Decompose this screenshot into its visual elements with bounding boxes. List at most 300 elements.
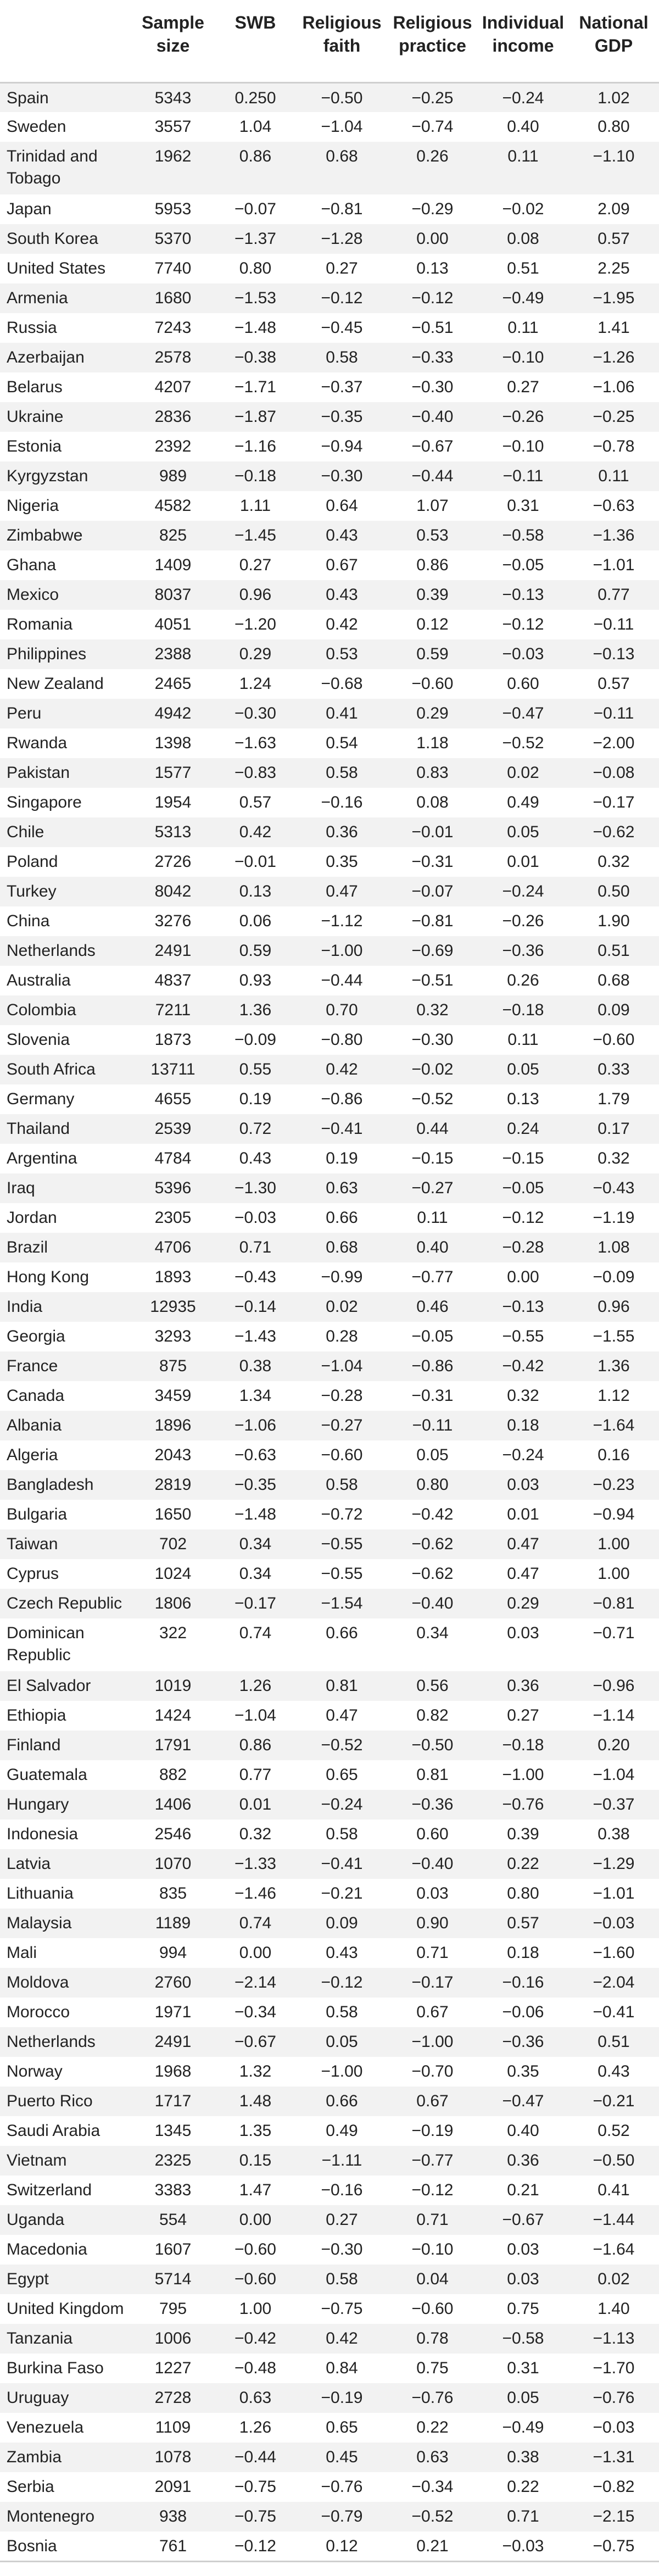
table-row <box>0 1440 659 1470</box>
swb-cell: −1.48 <box>234 319 276 337</box>
table-row <box>0 1025 659 1055</box>
sample-size-cell: 3383 <box>154 2181 192 2199</box>
individual-income-cell: −0.24 <box>502 88 544 107</box>
individual-income-cell: 0.26 <box>507 971 539 989</box>
country-cell: Bulgaria <box>7 1505 68 1523</box>
country-cell: Serbia <box>7 2478 54 2496</box>
religious-practice-cell: −0.40 <box>411 408 454 426</box>
religious-practice-cell: −0.36 <box>411 1795 454 1813</box>
religious-practice-cell: 0.63 <box>416 2448 449 2466</box>
individual-income-cell: 0.03 <box>507 1476 539 1494</box>
religious-faith-cell: −0.81 <box>321 200 363 218</box>
individual-income-cell: 0.40 <box>507 118 539 136</box>
religious-practice-cell: 0.32 <box>416 1001 449 1019</box>
table-row <box>0 1084 659 1114</box>
religious-practice-cell: 0.83 <box>416 764 449 782</box>
country-cell: South Africa <box>7 1060 96 1078</box>
swb-cell: 0.93 <box>239 971 272 989</box>
religious-faith-cell: −0.24 <box>321 1795 363 1813</box>
table-row <box>0 580 659 610</box>
religious-practice-cell: −0.51 <box>411 319 454 337</box>
swb-cell: 1.24 <box>239 675 272 693</box>
individual-income-cell: 0.05 <box>507 1060 539 1078</box>
national-gdp-cell: −0.43 <box>593 1179 635 1197</box>
country-cell: Trinidad and Tobago <box>7 147 98 187</box>
table-row <box>0 1998 659 2027</box>
sample-size-cell: 1968 <box>154 2062 192 2080</box>
table-row <box>0 1968 659 1998</box>
individual-income-cell: 0.27 <box>507 1706 539 1724</box>
religious-practice-cell: −0.51 <box>411 971 454 989</box>
religious-practice-cell: 0.46 <box>416 1298 449 1316</box>
sample-size-cell: 1962 <box>154 147 192 165</box>
swb-cell: −0.63 <box>234 1446 276 1464</box>
religious-faith-cell: 0.27 <box>326 259 358 277</box>
swb-cell: −0.48 <box>234 2359 276 2377</box>
individual-income-cell: −0.67 <box>502 2211 544 2229</box>
religious-faith-cell: −1.54 <box>321 1594 363 1612</box>
religious-practice-cell: 0.80 <box>416 1476 449 1494</box>
country-cell: Indonesia <box>7 1825 79 1843</box>
religious-faith-cell: −0.99 <box>321 1268 363 1286</box>
swb-cell: 0.86 <box>239 147 272 165</box>
religious-practice-cell: −0.15 <box>411 1149 454 1167</box>
national-gdp-cell: −0.60 <box>593 1031 635 1049</box>
country-cell: Azerbaijan <box>7 348 85 366</box>
table-row <box>0 550 659 580</box>
national-gdp-cell: −0.11 <box>593 615 634 633</box>
individual-income-cell: −0.47 <box>502 704 544 722</box>
country-cell: Dominican Republic <box>7 1624 85 1664</box>
table-row <box>0 461 659 491</box>
table-row <box>0 699 659 728</box>
sample-size-cell: 5396 <box>154 1179 192 1197</box>
religious-faith-cell: −0.86 <box>321 1090 363 1108</box>
table-row <box>0 432 659 461</box>
table-row <box>0 728 659 758</box>
religious-faith-cell: 0.35 <box>326 853 358 871</box>
sample-size-cell: 1398 <box>154 734 192 752</box>
country-cell: India <box>7 1298 43 1316</box>
national-gdp-cell: 0.09 <box>597 1001 630 1019</box>
religious-faith-cell: 0.84 <box>326 2359 358 2377</box>
sample-size-cell: 761 <box>159 2537 187 2555</box>
sample-size-cell: 1024 <box>154 1565 192 1583</box>
sample-size-cell: 5343 <box>154 88 192 107</box>
national-gdp-cell: 0.77 <box>597 586 630 604</box>
swb-cell: −0.03 <box>234 1209 276 1227</box>
religious-practice-cell: −0.27 <box>411 1179 454 1197</box>
swb-cell: 1.11 <box>239 497 271 515</box>
table-row <box>0 1292 659 1322</box>
national-gdp-cell: 0.51 <box>597 2033 630 2051</box>
individual-income-cell: 0.03 <box>507 2240 539 2258</box>
religious-practice-cell: 0.67 <box>416 2003 449 2021</box>
individual-income-cell: 0.13 <box>507 1090 539 1108</box>
sample-size-cell: 2491 <box>154 2033 192 2051</box>
religious-practice-cell: −0.07 <box>411 882 454 900</box>
country-cell: New Zealand <box>7 675 104 693</box>
country-cell: Mali <box>7 1944 37 1962</box>
table-row <box>0 254 659 283</box>
individual-income-cell: −0.13 <box>502 586 544 604</box>
swb-cell: −0.35 <box>234 1476 276 1494</box>
religious-faith-cell: −1.00 <box>321 2062 363 2080</box>
religious-faith-cell: −1.11 <box>321 2151 362 2169</box>
sample-size-cell: 1873 <box>154 1031 192 1049</box>
swb-cell: 0.80 <box>239 259 272 277</box>
religious-faith-cell: −1.00 <box>321 942 363 960</box>
individual-income-cell: 0.01 <box>507 1505 539 1523</box>
sample-size-cell: 1006 <box>154 2329 192 2347</box>
swb-cell: 0.43 <box>239 1149 272 1167</box>
individual-income-cell: 0.47 <box>507 1535 539 1553</box>
religious-faith-cell: −0.68 <box>321 675 363 693</box>
national-gdp-cell: −0.41 <box>593 2003 635 2021</box>
table-row <box>0 2324 659 2354</box>
country-cell: Macedonia <box>7 2240 87 2258</box>
religious-practice-cell: −0.86 <box>411 1357 454 1375</box>
religious-practice-cell: −0.11 <box>412 1416 453 1434</box>
swb-cell: 0.00 <box>239 2211 272 2229</box>
individual-income-cell: 0.80 <box>507 1884 539 1902</box>
sample-size-cell: 882 <box>159 1766 187 1784</box>
individual-income-cell: −0.06 <box>502 2003 544 2021</box>
individual-income-cell: −0.18 <box>502 1736 544 1754</box>
country-cell: Nigeria <box>7 497 59 515</box>
table-row <box>0 1760 659 1790</box>
sample-size-cell: 5714 <box>154 2270 192 2288</box>
religious-practice-cell: −0.62 <box>411 1565 454 1583</box>
country-cell: Taiwan <box>7 1535 58 1553</box>
table-row <box>0 639 659 669</box>
country-cell: Brazil <box>7 1238 48 1256</box>
religious-practice-cell: −0.29 <box>411 200 454 218</box>
table-row <box>0 1381 659 1411</box>
religious-faith-cell: 0.53 <box>326 645 358 663</box>
national-gdp-cell: −1.55 <box>593 1327 635 1345</box>
individual-income-cell: −0.15 <box>502 1149 544 1167</box>
swb-cell: −0.38 <box>234 348 276 366</box>
national-gdp-cell: −1.44 <box>593 2211 635 2229</box>
swb-cell: −1.71 <box>234 378 276 396</box>
swb-cell: 0.96 <box>239 586 272 604</box>
table-row <box>0 2057 659 2087</box>
religious-faith-cell: −0.45 <box>321 319 363 337</box>
national-gdp-cell: −0.13 <box>593 645 635 663</box>
national-gdp-cell: −0.76 <box>593 2389 635 2407</box>
individual-income-cell: −0.11 <box>502 467 544 485</box>
individual-income-cell: 0.03 <box>507 1624 539 1642</box>
sample-size-cell: 13711 <box>150 1060 196 1078</box>
religious-practice-cell: −0.70 <box>411 2062 454 2080</box>
table-row <box>0 1470 659 1500</box>
individual-income-cell: −0.49 <box>502 289 544 307</box>
swb-cell: −0.67 <box>234 2033 276 2051</box>
sample-size-cell: 1070 <box>154 1855 192 1873</box>
religious-practice-cell: −0.05 <box>411 1327 454 1345</box>
national-gdp-cell: −2.00 <box>593 734 635 752</box>
sample-size-cell: 1680 <box>154 289 192 307</box>
individual-income-cell: 0.11 <box>507 1031 539 1049</box>
individual-income-cell: 0.24 <box>507 1120 539 1138</box>
country-cell: Hong Kong <box>7 1268 90 1286</box>
religious-faith-cell: −0.12 <box>321 1973 363 1991</box>
sample-size-cell: 1078 <box>154 2448 192 2466</box>
religious-faith-cell: 0.36 <box>326 823 358 841</box>
swb-cell: 0.34 <box>239 1565 272 1583</box>
religious-faith-cell: −1.12 <box>321 912 363 930</box>
religious-faith-cell: 0.42 <box>326 615 358 633</box>
religious-faith-cell: 0.81 <box>326 1677 358 1695</box>
swb-cell: 0.13 <box>239 882 272 900</box>
national-gdp-cell: 1.40 <box>597 2300 630 2318</box>
religious-practice-cell: 0.11 <box>417 1209 448 1227</box>
national-gdp-cell: 2.09 <box>597 200 630 218</box>
country-cell: Morocco <box>7 2003 70 2021</box>
swb-cell: −1.04 <box>234 1706 276 1724</box>
table-row <box>0 847 659 877</box>
sample-size-cell: 2819 <box>154 1476 192 1494</box>
national-gdp-cell: 1.00 <box>597 1535 630 1553</box>
individual-income-cell: 0.39 <box>507 1825 539 1843</box>
country-cell: Switzerland <box>7 2181 92 2199</box>
national-gdp-cell: 0.32 <box>597 1149 630 1167</box>
sample-size-cell: 1717 <box>154 2092 192 2110</box>
national-gdp-cell: −0.03 <box>593 2418 635 2436</box>
sample-size-cell: 1406 <box>154 1795 192 1813</box>
religious-practice-cell: −0.81 <box>411 912 454 930</box>
religious-faith-cell: −0.28 <box>321 1387 363 1405</box>
swb-cell: −0.60 <box>234 2240 276 2258</box>
swb-cell: −1.20 <box>234 615 276 633</box>
country-cell: Estonia <box>7 437 62 455</box>
national-gdp-cell: 0.38 <box>597 1825 630 1843</box>
individual-income-cell: 0.11 <box>507 319 539 337</box>
national-gdp-cell: −1.06 <box>593 378 635 396</box>
sample-size-cell: 2388 <box>154 645 192 663</box>
individual-income-cell: −0.12 <box>502 615 544 633</box>
religious-practice-cell: −0.67 <box>411 437 454 455</box>
table-row <box>0 2532 659 2561</box>
religious-practice-cell: 0.67 <box>416 2092 449 2110</box>
religious-faith-cell: 0.47 <box>326 1706 358 1724</box>
table-row <box>0 372 659 402</box>
table-row <box>0 2205 659 2235</box>
table-row <box>0 1701 659 1731</box>
sample-size-cell: 4784 <box>154 1149 192 1167</box>
country-cell: Sweden <box>7 118 66 136</box>
individual-income-cell: 0.49 <box>507 793 539 811</box>
religious-faith-cell: −0.75 <box>321 2300 363 2318</box>
country-cell: Rwanda <box>7 734 68 752</box>
table-body <box>0 82 659 2561</box>
swb-cell: 1.26 <box>239 2418 272 2436</box>
individual-income-cell: −0.55 <box>502 1327 544 1345</box>
swb-cell: −1.30 <box>234 1179 276 1197</box>
religious-faith-cell: −0.55 <box>321 1565 363 1583</box>
national-gdp-cell: −0.96 <box>593 1677 635 1695</box>
religious-faith-cell: 0.49 <box>326 2122 358 2140</box>
religious-faith-cell: 0.67 <box>326 556 358 574</box>
header-individual-income: Individual income <box>482 13 565 55</box>
individual-income-cell: 0.31 <box>507 497 539 515</box>
religious-faith-cell: −1.28 <box>321 230 363 248</box>
table-row <box>0 1529 659 1559</box>
religious-faith-cell: −0.41 <box>321 1855 363 1873</box>
national-gdp-cell: 1.08 <box>597 1238 630 1256</box>
swb-cell: −1.46 <box>234 1884 276 1902</box>
table-row <box>0 1173 659 1203</box>
swb-cell: −0.60 <box>234 2270 276 2288</box>
religious-practice-cell: 0.21 <box>416 2537 449 2555</box>
religious-practice-cell: −0.31 <box>411 853 454 871</box>
sample-size-cell: 2491 <box>154 942 192 960</box>
country-cell: Kyrgyzstan <box>7 467 88 485</box>
religious-faith-cell: 0.02 <box>326 1298 358 1316</box>
sample-size-cell: 1791 <box>154 1736 192 1754</box>
religious-practice-cell: −0.40 <box>411 1594 454 1612</box>
swb-cell: 1.34 <box>239 1387 272 1405</box>
individual-income-cell: −0.05 <box>502 556 544 574</box>
religious-practice-cell: 0.04 <box>416 2270 449 2288</box>
individual-income-cell: 0.51 <box>507 259 539 277</box>
national-gdp-cell: 1.79 <box>597 1090 630 1108</box>
header-row <box>0 0 659 82</box>
table-row <box>0 2294 659 2324</box>
swb-cell: 0.63 <box>239 2389 272 2407</box>
swb-cell: −1.06 <box>234 1416 276 1434</box>
religious-faith-cell: −0.21 <box>321 1884 363 1902</box>
sample-size-cell: 2728 <box>154 2389 192 2407</box>
swb-cell: 1.32 <box>239 2062 272 2080</box>
individual-income-cell: −0.05 <box>502 1179 544 1197</box>
religious-practice-cell: 0.29 <box>416 704 449 722</box>
individual-income-cell: −0.26 <box>502 912 544 930</box>
table-row <box>0 966 659 995</box>
swb-cell: 0.01 <box>239 1795 272 1813</box>
table-row <box>0 906 659 936</box>
religious-practice-cell: −0.60 <box>411 675 454 693</box>
religious-practice-cell: 0.00 <box>416 230 449 248</box>
individual-income-cell: 0.29 <box>507 1594 539 1612</box>
country-cell: Australia <box>7 971 71 989</box>
table-row <box>0 1589 659 1618</box>
national-gdp-cell: 1.90 <box>597 912 630 930</box>
sample-size-cell: 702 <box>159 1535 187 1553</box>
sample-size-cell: 7740 <box>154 259 192 277</box>
swb-cell: 1.35 <box>239 2122 272 2140</box>
swb-cell: −1.63 <box>234 734 276 752</box>
country-cell: United Kingdom <box>7 2300 124 2318</box>
sample-size-cell: 2305 <box>154 1209 192 1227</box>
religious-faith-cell: −0.30 <box>321 467 363 485</box>
religious-practice-cell: −0.25 <box>411 88 454 107</box>
sample-size-cell: 1409 <box>154 556 192 574</box>
sample-size-cell: 795 <box>159 2300 187 2318</box>
religious-faith-cell: −0.12 <box>321 289 363 307</box>
swb-cell: 1.47 <box>239 2181 272 2199</box>
national-gdp-cell: 0.57 <box>597 675 630 693</box>
religious-faith-cell: −0.27 <box>321 1416 363 1434</box>
individual-income-cell: 0.05 <box>507 823 539 841</box>
table-row <box>0 2413 659 2443</box>
table-row <box>0 1849 659 1879</box>
swb-cell: −0.42 <box>234 2329 276 2347</box>
religious-practice-cell: 0.59 <box>416 645 449 663</box>
swb-cell: 1.48 <box>239 2092 272 2110</box>
religious-faith-cell: 0.70 <box>326 1001 358 1019</box>
sample-size-cell: 1971 <box>154 2003 192 2021</box>
religious-practice-cell: −0.69 <box>411 942 454 960</box>
country-cell: Venezuela <box>7 2418 84 2436</box>
table-row <box>0 788 659 817</box>
religious-practice-cell: 0.71 <box>416 2211 449 2229</box>
individual-income-cell: −0.49 <box>502 2418 544 2436</box>
religious-faith-cell: 0.09 <box>326 1914 358 1932</box>
national-gdp-cell: 0.51 <box>597 942 630 960</box>
swb-cell: 0.59 <box>239 942 272 960</box>
national-gdp-cell: −2.04 <box>593 1973 635 1991</box>
swb-cell: −0.12 <box>234 2537 276 2555</box>
sample-size-cell: 1896 <box>154 1416 192 1434</box>
country-cell: Bangladesh <box>7 1476 94 1494</box>
religious-practice-cell: 0.44 <box>416 1120 449 1138</box>
individual-income-cell: −0.10 <box>502 348 544 366</box>
individual-income-cell: 0.38 <box>507 2448 539 2466</box>
religious-practice-cell: −0.12 <box>411 289 454 307</box>
religious-faith-cell: −0.50 <box>321 88 363 107</box>
country-cell: Lithuania <box>7 1884 74 1902</box>
individual-income-cell: 0.22 <box>507 1855 539 1873</box>
country-cell: Latvia <box>7 1855 51 1873</box>
religious-faith-cell: 0.64 <box>326 497 358 515</box>
table-row <box>0 1879 659 1909</box>
religious-faith-cell: −0.94 <box>321 437 363 455</box>
country-cell: Spain <box>7 88 49 107</box>
country-cell: United States <box>7 259 106 277</box>
religious-faith-cell: 0.58 <box>326 2003 358 2021</box>
country-cell: Czech Republic <box>7 1594 122 1612</box>
individual-income-cell: −0.24 <box>502 882 544 900</box>
sample-size-cell: 1109 <box>155 2418 191 2436</box>
swb-cell: −1.45 <box>234 526 276 544</box>
country-cell: Netherlands <box>7 942 96 960</box>
religious-faith-cell: 0.58 <box>326 1825 358 1843</box>
religious-practice-cell: 0.82 <box>416 1706 449 1724</box>
swb-cell: 0.32 <box>239 1825 272 1843</box>
swb-cell: −0.09 <box>234 1031 276 1049</box>
table-row <box>0 1262 659 1292</box>
religious-practice-cell: −0.60 <box>411 2300 454 2318</box>
religious-faith-cell: 0.54 <box>326 734 358 752</box>
table-row <box>0 1411 659 1440</box>
religious-faith-cell: −0.60 <box>321 1446 363 1464</box>
table-row <box>0 112 659 142</box>
sample-size-cell: 554 <box>159 2211 187 2229</box>
national-gdp-cell: −0.09 <box>593 1268 635 1286</box>
swb-cell: 0.74 <box>239 1624 272 1642</box>
national-gdp-cell: 1.02 <box>597 88 630 107</box>
religious-practice-cell: −0.01 <box>411 823 454 841</box>
individual-income-cell: 0.47 <box>507 1565 539 1583</box>
religious-faith-cell: −0.16 <box>321 2181 363 2199</box>
individual-income-cell: 0.27 <box>507 378 539 396</box>
table-row <box>0 1559 659 1589</box>
country-cell: Saudi Arabia <box>7 2122 100 2140</box>
country-cell: Jordan <box>7 1209 57 1227</box>
country-cell: Ethiopia <box>7 1706 66 1724</box>
